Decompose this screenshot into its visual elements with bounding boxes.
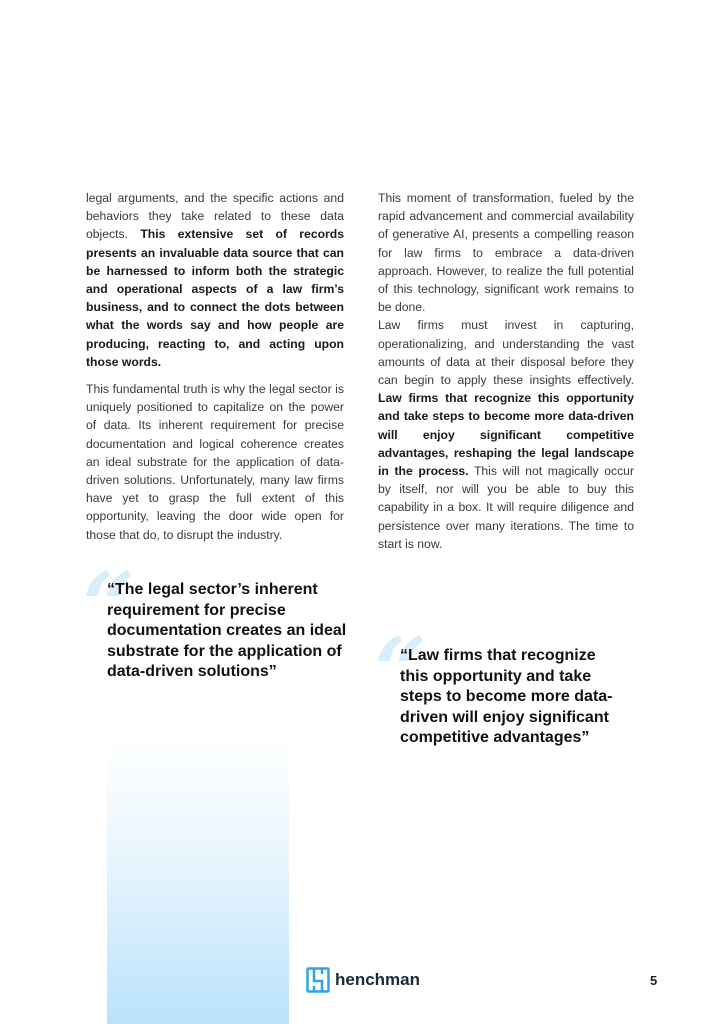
right-paragraph-2	[378, 316, 634, 553]
pull-quote-left: “The legal sector’s inherent requirement for precise documentation creates an ideal substrate for the application of data-driven solutions”	[107, 581, 347, 681]
right-p2-text-b: This will not magically occur by itself, nor will you be able to buy this capability in a box. It will require diligence and persistence over many iterations. The time to start is now.	[378, 464, 635, 551]
page-number: 5	[650, 973, 658, 988]
brand-name: henchman	[335, 970, 421, 989]
henchman-logo-icon	[306, 967, 330, 993]
left-p1-text: legal arguments, and the specific actions and behaviors they take related to these data objects.	[86, 191, 344, 242]
right-p2-bold-text: Law firms that recognize this opportunity and take steps to become more data-driven will enjoy significant competitive advantages, reshaping the legal landscape in the process.	[378, 391, 634, 479]
quote-mark-icon: “	[374, 617, 427, 725]
left-paragraph-2: This fundamental truth is why the legal sector is uniquely positioned to capitalize on the power of data. Its inherent requirement for precise documentation and logical coherence creates an ideal substrate for the application of data-driven solutions. Unfortunately, many law firms have yet to grasp the full extent of this opportunity, leaving the door wide open for those that do, to disrupt the industry.	[86, 382, 344, 542]
right-paragraph-1: This moment of transformation, fueled by the rapid advancement and commercial availability of generative AI, presents a compelling reason for law firms to embrace a data-driven approach. However, to realize the full potential of this technology, significant work remains to be done.	[378, 191, 634, 315]
left-paragraph-1	[86, 189, 344, 371]
henchman-logo	[306, 967, 420, 993]
left-p1-bold-text: This extensive set of records presents an invaluable data source that can be harnessed to inform both the strategic and operational aspects of a law firm’s business, and to connect the dots between what the words say and how people are producing, reacting to, and acting upon those words.	[86, 227, 345, 369]
right-p2-text-a: Law firms must invest in capturing, operationalizing, and understanding the vast amounts of data at their disposal before they can begin to apply these insights effectively.	[378, 318, 634, 388]
decorative-gradient-panel	[107, 740, 289, 1024]
right-column	[378, 189, 634, 553]
left-column	[86, 189, 344, 544]
pull-quote-right: “Law firms that recognize this opportunity and take steps to become more data-driven will enjoy significant competitive advantages”	[400, 647, 613, 747]
quote-mark-icon: “	[82, 552, 135, 660]
